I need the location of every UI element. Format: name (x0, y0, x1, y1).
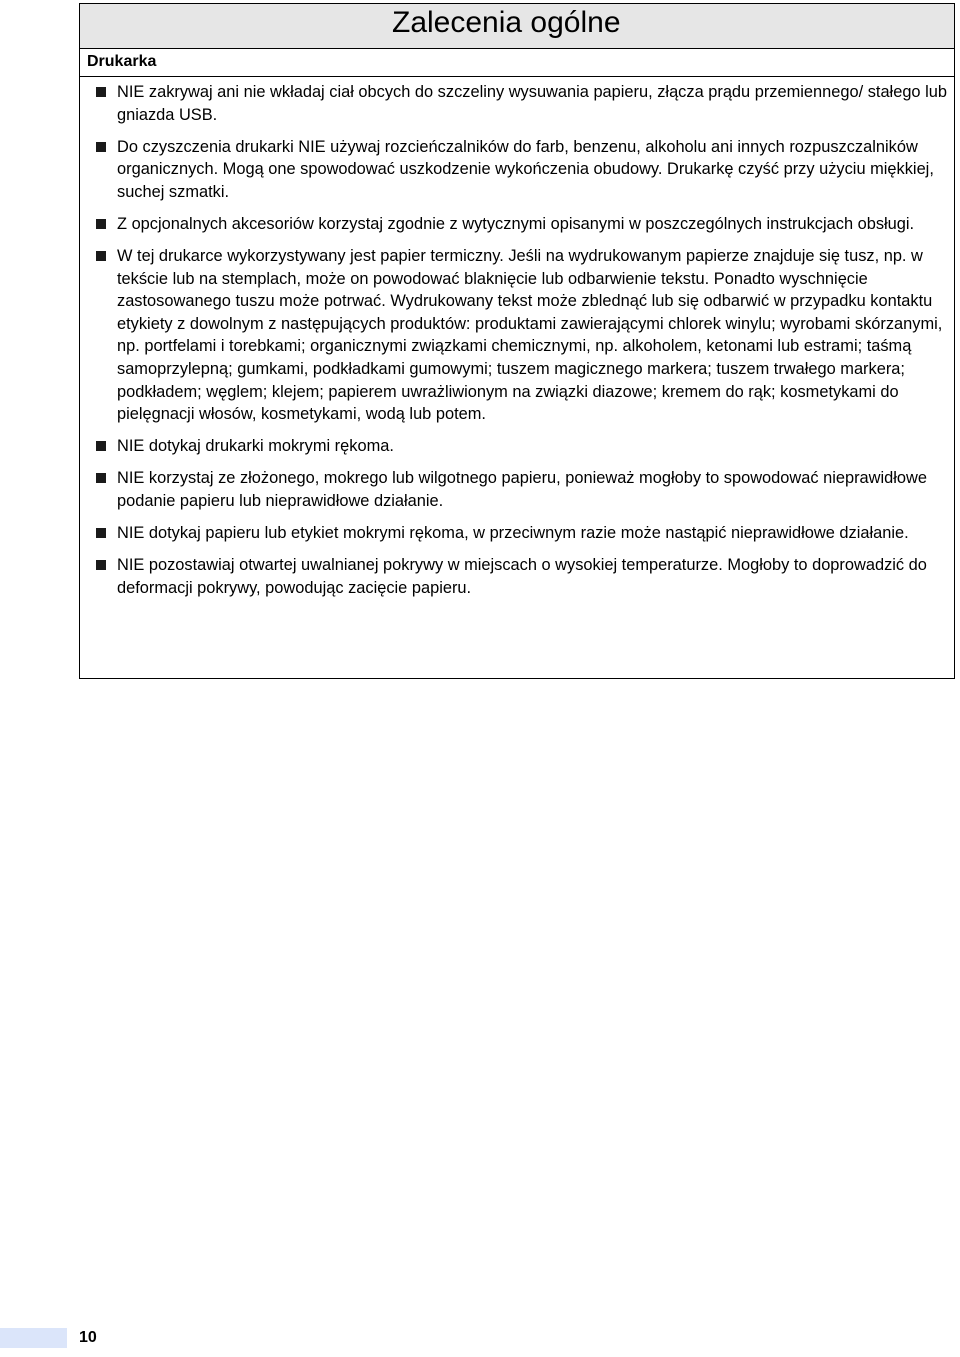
list-item (96, 136, 948, 204)
square-bullet-icon (96, 142, 106, 152)
square-bullet-icon (96, 473, 106, 483)
list-item-text: NIE zakrywaj ani nie wkładaj ciał obcych do szczeliny wysuwania papieru, złącza prądu przemiennego/ stałego lub gniazda USB. (117, 83, 947, 124)
list-item (96, 213, 948, 236)
list-item-text: Do czyszczenia drukarki NIE używaj rozcieńczalników do farb, benzenu, alkoholu ani innych rozpuszczalników organicznych. Mogą one spowodować uszkodzenie wykończenia obudowy. Drukarkę czyść przy użyciu miękkiej, suchej szmatki. (117, 137, 934, 201)
square-bullet-icon (96, 87, 106, 97)
page-number-tab (0, 1328, 67, 1348)
safety-box (79, 3, 955, 679)
square-bullet-icon (96, 528, 106, 538)
recommendation-list (96, 81, 948, 609)
section-heading: Drukarka (87, 53, 157, 70)
list-item-text: W tej drukarce wykorzystywany jest papier termiczny. Jeśli na wydrukowanym papierze znajduje się tusz, np. w tekście lub na stemplach, może on powodować blaknięcie lub odbarwienie tekstu. Ponadto wyschnięcie zastosowanego tuszu może potrwać. Wydrukowany tekst może zblednąć lub się odbarwić w przypadku kontaktu etykiety z dowolnym z następujących produktów: produktami zawierającymi chlorek winylu; wyrobami skórzanymi, np. portfelami i torebkami; organicznymi związkami chemicznymi, np. alkoholem, ketonami lub estrami; taśmą samoprzylepną; gumkami, podkładkami gumowymi; tuszem magicznego markera; tuszem trwałego markera; podkładem; węglem; klejem; papierem uwrażliwionym na związki diazowe; kremem do rąk; kosmetykami do pielęgnacji włosów, kosmetykami, wodą lub potem. (117, 247, 943, 424)
list-item (96, 245, 948, 426)
list-item-text: NIE dotykaj papieru lub etykiet mokrymi rękoma, w przeciwnym razie może nastąpić nieprawidłowe działanie. (117, 524, 909, 543)
square-bullet-icon (96, 441, 106, 451)
list-item-text: NIE korzystaj ze złożonego, mokrego lub wilgotnego papieru, ponieważ mogłoby to spowodować nieprawidłowe podanie papieru lub nieprawidłowe działanie. (117, 469, 927, 510)
square-bullet-icon (96, 251, 106, 261)
list-item (96, 81, 948, 126)
page-title: Zalecenia ogólne (392, 6, 621, 39)
list-item-text: NIE pozostawiaj otwartej uwalnianej pokrywy w miejscach o wysokiej temperaturze. Mogłoby to doprowadzić do deformacji pokrywy, powodując zacięcie papieru. (117, 556, 927, 597)
list-item (96, 435, 948, 458)
page-number: 10 (79, 1329, 97, 1346)
list-item-text: NIE dotykaj drukarki mokrymi rękoma. (117, 437, 394, 456)
header-divider (80, 48, 954, 49)
list-item (96, 554, 948, 599)
list-item-text: Z opcjonalnych akcesoriów korzystaj zgodnie z wytycznymi opisanymi w poszczególnych instrukcjach obsługi. (117, 214, 915, 233)
section-divider (80, 76, 954, 77)
list-item (96, 522, 948, 545)
list-item (96, 467, 948, 512)
square-bullet-icon (96, 219, 106, 229)
square-bullet-icon (96, 560, 106, 570)
